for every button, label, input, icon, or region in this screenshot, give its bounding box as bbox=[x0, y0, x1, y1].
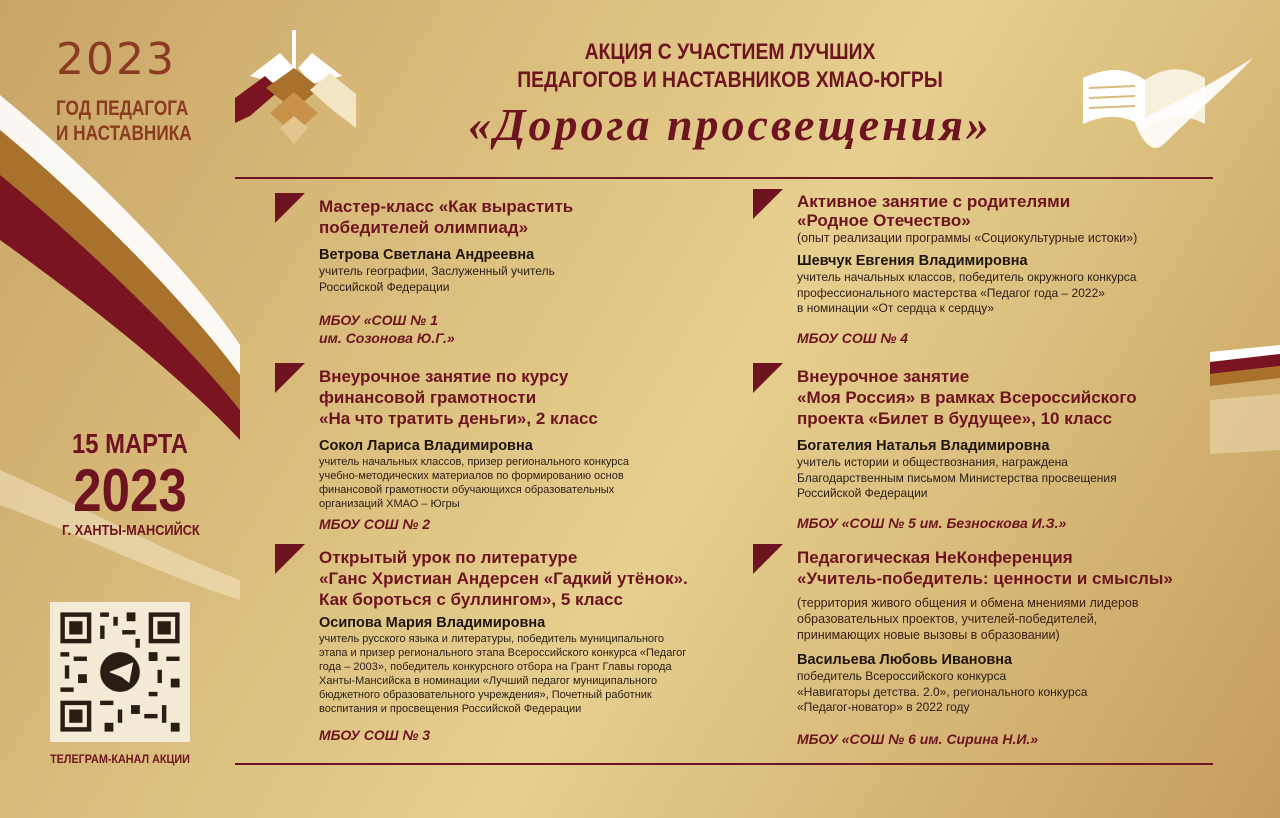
year-text-line-2: И НАСТАВНИКА bbox=[56, 122, 192, 145]
event-2 bbox=[319, 366, 759, 533]
event-note: (территория живого общения и обмена мнениями лидеров образовательных проектов, учителей-победителей, принимающих новые вызовы в образовании) bbox=[797, 596, 1139, 642]
triangle-marker-icon bbox=[275, 193, 305, 223]
school-name: МБОУ «СОШ № 5 им. Безноскова И.З.» bbox=[797, 514, 1067, 531]
event-6 bbox=[797, 547, 1237, 748]
presenter-description: учитель начальных классов, призер регионального конкурса учебно-методических материалов по формированию основ финансовой грамотности обучающихся образовательных организаций ХМАО – Югры bbox=[319, 456, 629, 510]
header-line-2: ПЕДАГОГОВ И НАСТАВНИКОВ ХМАО-ЮГРЫ bbox=[517, 67, 943, 92]
header-line-1: АКЦИЯ С УЧАСТИЕМ ЛУЧШИХ bbox=[584, 39, 876, 64]
event-title: Внеурочное занятие по курсу финансовой грамотности «На что тратить деньги», 2 класс bbox=[319, 367, 598, 428]
triangle-marker-icon bbox=[753, 189, 783, 219]
page-title: «Дорога просвещения» bbox=[468, 99, 992, 150]
year-of-teacher-logo bbox=[56, 34, 201, 146]
date-day: 15 МАРТА bbox=[72, 428, 188, 459]
date-year: 2023 bbox=[73, 457, 187, 524]
event-date bbox=[50, 428, 210, 539]
presenter-name: Осипова Мария Владимировна bbox=[319, 615, 546, 631]
event-title: Внеурочное занятие «Моя Россия» в рамках Всероссийского проекта «Билет в будущее», 10 класс bbox=[797, 367, 1137, 428]
year-text-line-1: ГОД ПЕДАГОГА bbox=[56, 97, 189, 120]
presenter-description: учитель начальных классов, победитель окружного конкурса профессионального мастерства «Педагог года – 2022» в номинации «От сердца к сердцу» bbox=[797, 270, 1137, 315]
presenter-description: учитель истории и обществознания, награждена Благодарственным письмом Министерства просвещения Российской Федерации bbox=[797, 455, 1117, 500]
date-city: Г. ХАНТЫ-МАНСИЙСК bbox=[62, 522, 200, 539]
school-name: МБОУ СОШ № 3 bbox=[319, 727, 431, 743]
triangle-marker-icon bbox=[753, 544, 783, 574]
qr-label: ТЕЛЕГРАМ-КАНАЛ АКЦИИ bbox=[50, 752, 190, 766]
triangle-marker-icon bbox=[753, 363, 783, 393]
presenter-name: Богателия Наталья Владимировна bbox=[797, 438, 1050, 454]
presenter-description: победитель Всероссийского конкурса «Навигаторы детства. 2.0», регионального конкурса «Педагог-новатор» в 2022 году bbox=[797, 669, 1088, 714]
event-title: Активное занятие с родителями «Родное Отечество» bbox=[797, 192, 1071, 230]
presenter-name: Ветрова Светлана Андреевна bbox=[319, 247, 535, 263]
event-note: (опыт реализации программы «Социокультурные истоки») bbox=[797, 231, 1138, 245]
school-emblem-icon bbox=[230, 28, 360, 148]
event-title: Педагогическая НеКонференция «Учитель-победитель: ценности и смыслы» bbox=[797, 548, 1173, 588]
telegram-qr-code[interactable] bbox=[50, 602, 190, 742]
school-name: МБОУ «СОШ № 6 им. Сирина Н.И.» bbox=[797, 730, 1039, 747]
triangle-marker-icon bbox=[275, 544, 305, 574]
qr-code-icon bbox=[56, 608, 184, 736]
presenter-description: учитель географии, Заслуженный учитель Российской Федерации bbox=[319, 264, 555, 294]
event-title: Открытый урок по литературе «Ганс Христиан Андерсен «Гадкий утёнок». Как бороться с буллингом», 5 класс bbox=[319, 548, 688, 609]
presenter-name: Васильева Любовь Ивановна bbox=[797, 652, 1013, 668]
presenter-name: Шевчук Евгения Владимировна bbox=[797, 253, 1028, 269]
event-title: Мастер-класс «Как вырастить победителей олимпиад» bbox=[319, 197, 574, 237]
crane-book-emblem-icon bbox=[1075, 48, 1255, 158]
event-5 bbox=[797, 366, 1237, 532]
event-1 bbox=[319, 196, 759, 347]
school-name: МБОУ СОШ № 4 bbox=[797, 329, 909, 346]
triangle-marker-icon bbox=[275, 363, 305, 393]
event-4 bbox=[797, 192, 1237, 347]
top-divider bbox=[235, 177, 1213, 179]
presenter-name: Сокол Лариса Владимировна bbox=[319, 438, 533, 454]
school-name: МБОУ СОШ № 2 bbox=[319, 516, 431, 532]
header bbox=[380, 38, 1080, 151]
school-name: МБОУ «СОШ № 1 им. Созонова Ю.Г.» bbox=[319, 312, 455, 346]
bottom-divider bbox=[235, 763, 1213, 765]
presenter-description: учитель русского языка и литературы, победитель муниципального этапа и призер регионального этапа Всероссийского конкурса «Педагог года – 2003», победитель конкурсного отбора на Грант Главы города Ханты-Мансийска в номинации «Лучший педагог муниципального бюджетного образовательного учреждения», Почетный работник воспитания и просвещения Российской Федерации bbox=[319, 633, 687, 715]
year-number: 2023 bbox=[56, 34, 176, 85]
event-3 bbox=[319, 547, 759, 744]
